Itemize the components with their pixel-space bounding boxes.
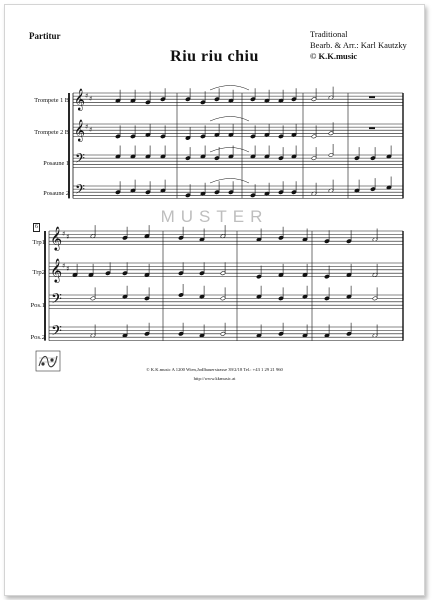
treble-clef: 𝄞 [50,225,63,250]
part-label-trompete-2: Trompete 2 B [34,129,69,136]
composer-credit: Traditional [310,29,348,39]
score-page [4,4,425,596]
part-label-posaune-1: Posaune 1 [43,160,69,167]
score-title: Riu riu chiu [170,48,259,65]
treble-clef: 𝄞 [74,89,85,111]
footer-address: © K.K.music A 1200 Wien,Jodlbauerstrasse 39/2/18 Tel.: +43 1 29 21 960 [146,367,283,372]
sharp-sign: ♯ [85,92,89,100]
bass-clef: 𝄢 [51,322,62,343]
bass-clef: 𝄢 [51,290,62,311]
part-label-trp2: Trp2 [32,269,45,276]
sample-watermark: MUSTER [160,207,269,226]
copyright-credit: © K.K.music [310,51,358,61]
part-label-pos1: Pos.1 [30,302,45,309]
treble-clef: 𝄞 [50,257,63,282]
footer-url: http://www.kkmusic.at [193,376,236,381]
whole-rest [369,128,375,130]
sharp-sign: ♯ [85,123,89,131]
partitur-label: Partitur [29,31,61,41]
sharp-sign: ♯ [89,126,93,134]
slur [210,117,249,122]
part-label-posaune-2: Posaune 2 [43,190,69,197]
treble-clef: 𝄞 [74,120,85,142]
slur [210,86,249,91]
part-label-trompete-1: Trompete 1 B [34,97,69,104]
slur [210,179,249,184]
slur [210,148,249,153]
bass-clef: 𝄢 [75,150,85,169]
arranger-credit: Bearb. & Arr.: Karl Kautzky [310,40,407,50]
sharp-sign: ♯ [66,265,70,273]
part-label-trp1: Trp1 [32,239,45,246]
sharp-sign: ♯ [62,262,66,270]
part-label-pos2: Pos.2 [30,334,45,341]
sharp-sign: ♯ [66,233,70,241]
whole-rest [369,97,375,99]
bass-clef: 𝄢 [75,181,85,200]
measure-number: 6 [35,224,38,230]
sharp-sign: ♯ [62,230,66,238]
sharp-sign: ♯ [89,95,93,103]
notation-svg [5,5,424,595]
